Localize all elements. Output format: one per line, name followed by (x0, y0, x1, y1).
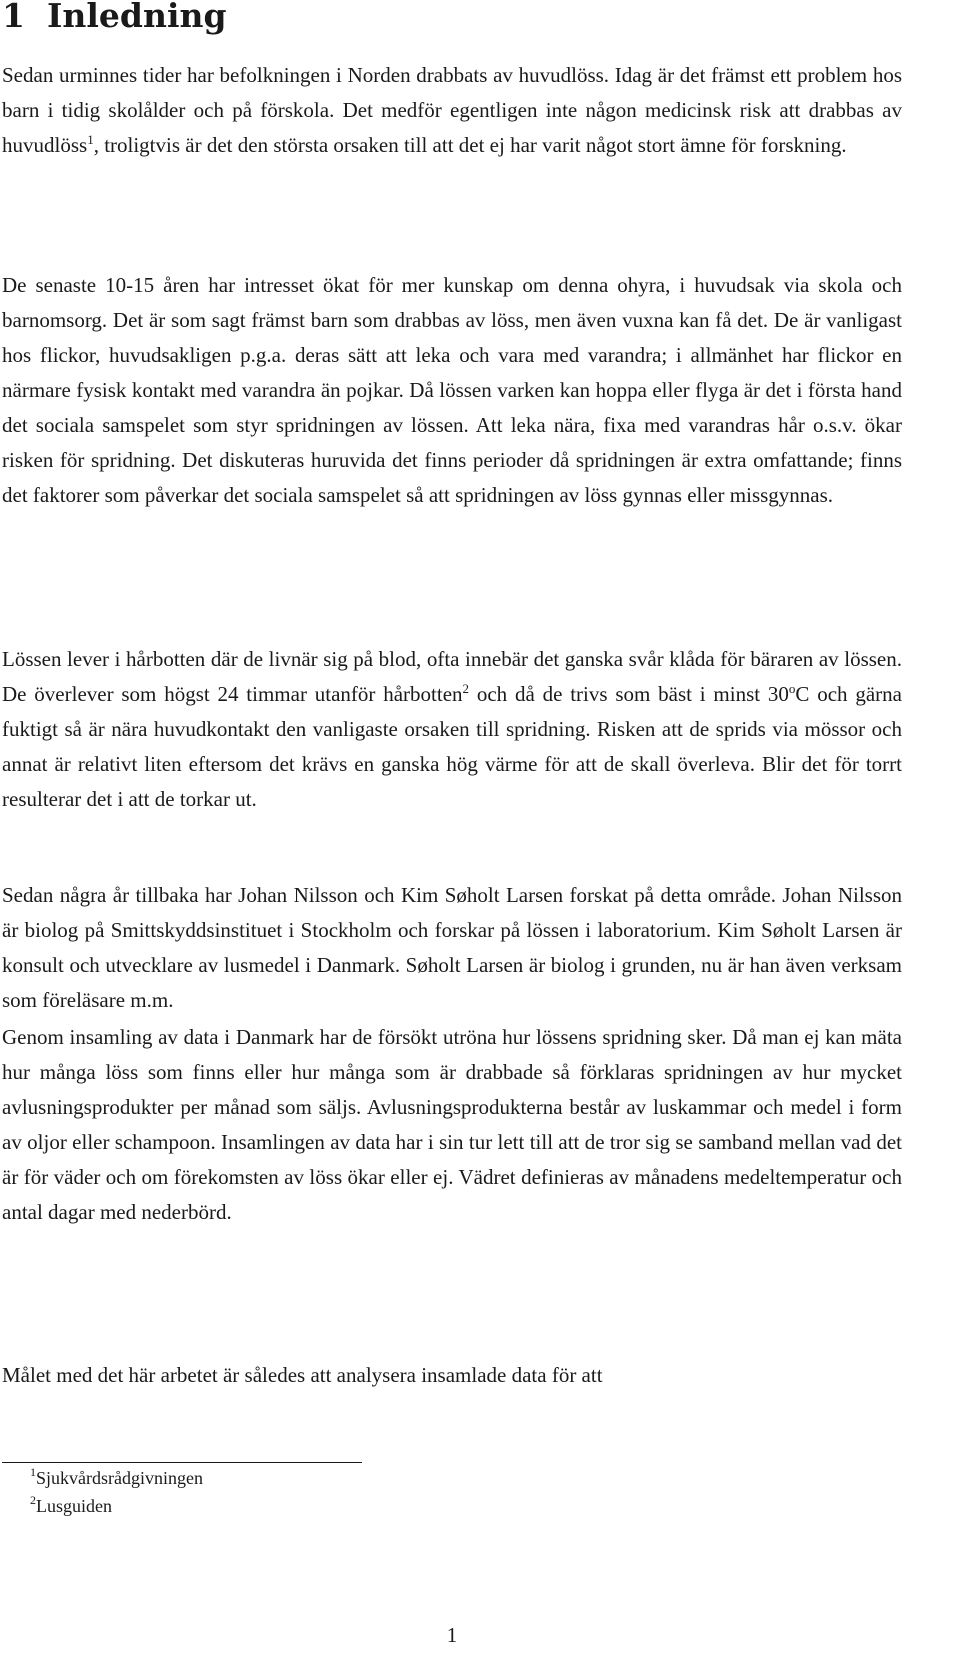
footnote-ref-2[interactable]: 2 (462, 681, 470, 696)
paragraph-data-collection: Genom insamling av data i Danmark har de försökt utröna hur lössens spridning sker. Då man ej kan mäta hur många löss som finns eller hur många som är drabbade så förklaras spridningen av hur mycket avlusningsprodukter per månad som säljs. Avlusningsprodukterna består av luskammar och medel i form av oljor eller schampoon. Insamlingen av data har i sin tur lett till att de tror sig se samband mellan vad det är för väder och om förekomsten av löss ökar eller ej. Vädret definieras av månadens medeltemperatur och antal dagar med nederbörd. (2, 1025, 902, 1224)
paragraph-text: C och gärna fuktigt så är nära huvudkontakt den vanligaste orsaken till spridning. Risken att de sprids via mössor och annat är relativt liten eftersom det krävs en ganska hög värme för att de skall överleva. Blir det för torrt resulterar det i att de torkar ut. (2, 682, 902, 811)
paragraph-text: Lössen lever i hårbotten där de livnär sig på blod, ofta innebär det ganska svår klåda för bäraren av lössen. De överlever som högst 24 timmar utanför hårbotten (2, 647, 902, 706)
section-number: 1 (2, 0, 25, 35)
footnote-divider (2, 1462, 362, 1463)
footnote-mark: 2 (30, 1493, 36, 1507)
degree-sign: o (788, 681, 796, 696)
paragraph-biology (2, 642, 902, 817)
paragraph-text: och då de trivs som bäst i minst 30 (469, 682, 789, 706)
paragraph-interest: De senaste 10-15 åren har intresset ökat för mer kunskap om denna ohyra, i huvudsak via skola och barnomsorg. Det är som sagt främst barn som drabbas av löss, men även vuxna kan få det. De är vanligast hos flickor, huvudsakligen p.g.a. deras sätt att leka och vara med varandra; i allmänhet har flickor en närmare fysisk kontakt med varandra än pojkar. Då lössen varken kan hoppa eller flyga är det i första hand det sociala samspelet som styr spridningen av lössen. Att leka nära, fixa med varandras hår o.s.v. ökar risken för spridning. Det diskuteras huruvida det finns perioder då spridningen är extra omfattande; finns det faktorer som påverkar det sociala samspelet så att spridningen av löss gynnas eller missgynnas. (2, 273, 902, 507)
section-heading (2, 0, 227, 38)
page-number: 1 (446, 1623, 458, 1647)
paragraph-intro (2, 58, 902, 163)
paragraph-goal: Målet med det här arbetet är således att analysera insamlade data för att (2, 1363, 603, 1387)
paragraph-researchers: Sedan några år tillbaka har Johan Nilsson och Kim Søholt Larsen forskat på detta område. Johan Nilsson är biolog på Smittskyddsinstituet i Stockholm och forskar på lössen i laboratorium. Kim Søholt Larsen är konsult och utvecklare av lusmedel i Danmark. Søholt Larsen är biolog i grunden, nu är han även verksam som föreläsare m.m. (2, 883, 902, 1012)
paragraph-text: Sedan urminnes tider har befolkningen i Norden drabbats av huvudlöss. Idag är det främst ett problem hos barn i tidig skolålder och på förskola. Det medför egentligen inte någon medicinsk risk att drabbas av huvudlöss (2, 63, 902, 157)
footnote-mark: 1 (30, 1465, 36, 1479)
footnote-ref-1[interactable]: 1 (87, 132, 94, 147)
footnote-2 (30, 1494, 112, 1518)
footnote-1 (30, 1466, 203, 1490)
paragraph-text: , troligtvis är det den största orsaken till att det ej har varit något stort ämne för forskning. (93, 133, 847, 157)
section-title: Inledning (46, 0, 227, 35)
footnote-text: Sjukvårdsrådgivningen (36, 1468, 203, 1488)
footnote-text: Lusguiden (36, 1496, 112, 1516)
